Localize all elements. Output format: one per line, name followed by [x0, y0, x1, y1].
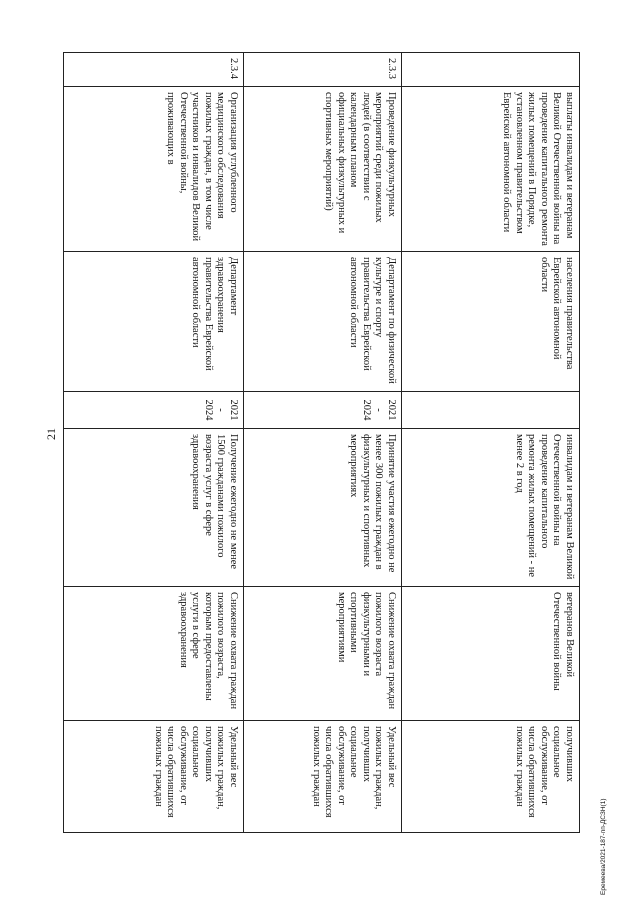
consequence-cell: ветеранов Великой Отечественной войны: [402, 587, 580, 721]
period-cell: 2021 - 2024: [244, 392, 402, 429]
page-number: 21: [44, 428, 58, 440]
executor-cell: Департамент по физической культуре и спорту правительства Еврейской автономной области: [244, 252, 402, 392]
event-cell: Организация углубленного медицинского обследования пожилых граждан, в том числе участников и инвалидов Великой Отечественной войны, проживающих в: [64, 87, 244, 252]
indicator-cell: Удельный вес пожилых граждан, получивших социальное обслуживание, от числа обратившихся пожилых граждан: [244, 721, 402, 833]
row-number: 2.3.4: [64, 53, 244, 87]
period-cell: [402, 392, 580, 429]
event-cell: выплаты инвалидам и ветеранам Великой Отечественной войны на проведение капитального ремонта жилых помещений в Порядке, установленном правительством Еврейской автономной области: [402, 87, 580, 252]
table-row: [402, 53, 580, 833]
event-cell: Проведение физкультурных мероприятий среди пожилых людей (в соответствии с календарным планом официальных физкультурных и спортивных мероприятий): [244, 87, 402, 252]
result-cell: инвалидам и ветеранам Великой Отечественной войны на проведение капитального ремонта жилых помещений - не менее 2 в год: [402, 429, 580, 587]
table-row: [244, 53, 402, 833]
consequence-cell: Снижение охвата граждан пожилого возраста физкультурными и спортивными мероприятиями: [244, 587, 402, 721]
table-row: [64, 53, 244, 833]
indicator-cell: Удельный вес пожилых граждан, получивших социальное обслуживание, от числа обратившихся пожилых граждан: [64, 721, 244, 833]
indicator-cell: получивших социальное обслуживание, от числа обратившихся пожилых граждан: [402, 721, 580, 833]
executor-cell: населения правительства Еврейской автономной области: [402, 252, 580, 392]
row-number: 2.3.3: [244, 53, 402, 87]
executor-cell: Департамент здравоохранения правительства Еврейской автономной области: [64, 252, 244, 392]
rotated-table-wrapper: [64, 52, 580, 832]
document-footer: Еремеева/2021-187-пп-ДСЗН(1): [600, 798, 607, 895]
consequence-cell: Снижение охвата граждан пожилого возраста, которым предоставлены услуги в сфере здравоохранения: [64, 587, 244, 721]
period-cell: 2021 - 2024: [64, 392, 244, 429]
program-activities-table: [63, 52, 580, 833]
row-number: [402, 53, 580, 87]
result-cell: Получение ежегодно не менее 1500 гражданами пожилого возраста услуг в сфере здравоохранения: [64, 429, 244, 587]
result-cell: Принятие участия ежегодно не менее 300 пожилых граждан в физкультурных и спортивных мероприятиях: [244, 429, 402, 587]
